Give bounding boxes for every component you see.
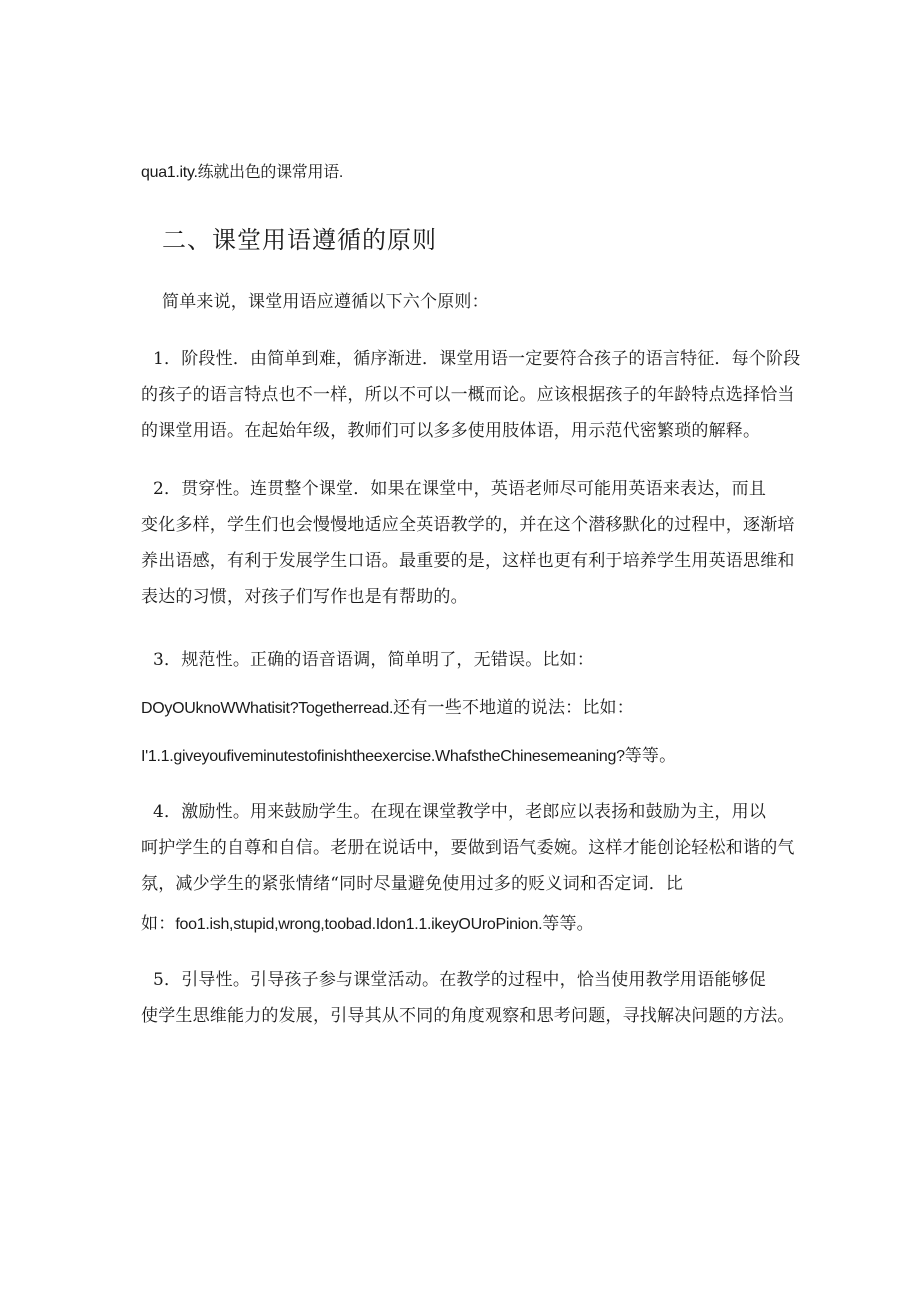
p5-line-2: 使学生思维能力的发展，引导其从不同的角度观察和思考问题，寻找解决问题的方法。 [141, 1006, 795, 1026]
p3-english-1: DOyOUknoWWhatisit?Togetherread. [141, 700, 394, 717]
intro-text: qua1.ity.练就出色的课常用语. [141, 164, 344, 181]
p1-line-1: 1．阶段性．由简单到难，循序渐进．课堂用语一定要符合孩子的语言特征．每个阶段 [153, 349, 801, 369]
summary-line: 简单来说，课堂用语应遵循以下六个原则： [162, 292, 489, 312]
p3-line-3 [141, 744, 676, 769]
p4-suffix: 等等。 [542, 914, 594, 934]
p3-line-2 [141, 696, 634, 721]
p4-prefix: 如： [141, 914, 176, 934]
p3-line-1: 3．规范性。正确的语音语调，简单明了，无错误。比如： [153, 650, 595, 670]
p4-line-1: 4．激励性。用来鼓励学生。在现在课堂教学中，老郎应以表扬和鼓励为主，用以 [153, 802, 767, 822]
intro-line [141, 160, 343, 185]
p2-line-3: 养出语感，有利于发展学生口语。最重要的是，这样也更有利于培养学生用英语思维和 [141, 551, 795, 571]
p3-chinese-2: 等等。 [624, 746, 677, 766]
p1-line-2: 的孩子的语言特点也不一样，所以不可以一概而论。应该根据孩子的年龄特点选择恰当 [141, 385, 795, 405]
section-heading: 二、课堂用语遵循的原则 [162, 226, 437, 254]
p2-line-1: 2．贯穿性。连贯整个课堂．如果在课堂中，英语老师尽可能用英语来表达，而且 [153, 479, 767, 499]
p4-line-2: 呵护学生的自尊和自信。老册在说话中，要做到语气委婉。这样才能创论轻松和谐的气 [141, 838, 795, 858]
p3-chinese-1: 还有一些不地道的说法：比如： [393, 698, 634, 718]
p4-line-3: 氛，减少学生的紧张情绪“同时尽量避免使用过多的贬义词和否定词．比 [141, 874, 684, 894]
p5-line-1: 5．引导性。引导孩子参与课堂活动。在教学的过程中，恰当使用教学用语能够促 [153, 970, 767, 990]
p2-line-2: 变化多样，学生们也会慢慢地适应全英语教学的，并在这个潜移默化的过程中，逐渐培 [141, 515, 795, 535]
p1-line-3: 的课堂用语。在起始年级，教师们可以多多使用肢体语，用示范代密繁琐的解释。 [141, 421, 761, 441]
p3-english-2: I'1.1.giveyoufiveminutestofinishtheexercise.WhafstheChinesemeaning? [141, 748, 625, 765]
p4-english: foo1.ish,stupid,wrong,toobad.Idon1.1.ikeyOUroPinion. [175, 916, 543, 933]
p4-line-4 [141, 912, 594, 937]
p2-line-4: 表达的习惯，对孩子们写作也是有帮助的。 [141, 587, 468, 607]
